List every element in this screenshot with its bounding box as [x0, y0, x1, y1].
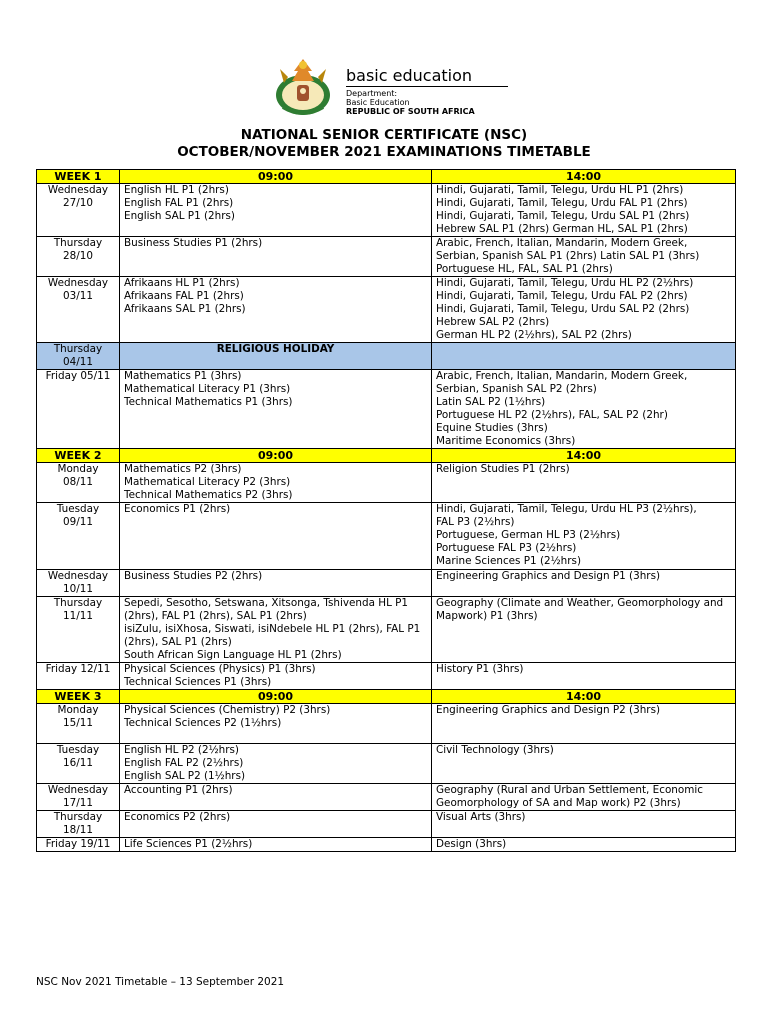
cell-line: Geomorphology of SA and Map work) P2 (3hrs) [436, 797, 681, 809]
exam-date [37, 597, 120, 663]
coat-of-arms-icon [268, 55, 338, 117]
cell-line: English FAL P2 (2½hrs) [124, 757, 244, 769]
week-header-row [37, 690, 736, 704]
cell-line: Afrikaans FAL P1 (2hrs) [124, 290, 244, 302]
exam-day-row [37, 463, 736, 503]
cell-line: Maritime Economics (3hrs) [436, 435, 576, 447]
cell-line: Mathematical Literacy P2 (3hrs) [124, 476, 291, 488]
cell-line: Civil Technology (3hrs) [436, 744, 554, 756]
date-line: 17/11 [63, 797, 93, 809]
morning-session [120, 597, 432, 663]
cell-line: Technical Mathematics P1 (3hrs) [124, 396, 293, 408]
exam-day-row [37, 277, 736, 343]
logo-country: REPUBLIC OF SOUTH AFRICA [346, 107, 475, 116]
date-line: 28/10 [63, 250, 93, 262]
session-morning-header: 09:00 [120, 449, 432, 463]
cell-line: Business Studies P1 (2hrs) [124, 237, 263, 249]
week-label: WEEK 2 [37, 449, 120, 463]
exam-day-row [37, 663, 736, 690]
logo-divider [346, 86, 508, 87]
logo-brand-text: basic education [346, 66, 473, 85]
exam-date [37, 370, 120, 449]
cell-line: Afrikaans SAL P1 (2hrs) [124, 303, 246, 315]
cell-line: Religion Studies P1 (2hrs) [436, 463, 570, 475]
cell-line: Engineering Graphics and Design P1 (3hrs) [436, 570, 661, 582]
cell-line: Engineering Graphics and Design P2 (3hrs) [436, 704, 661, 716]
date-line: 15/11 [63, 717, 93, 729]
cell-line: Arabic, French, Italian, Mandarin, Modern Greek, [436, 370, 688, 382]
cell-line: History P1 (3hrs) [436, 663, 524, 675]
date-line: Tuesday [56, 744, 100, 756]
date-line: Friday 19/11 [45, 838, 111, 850]
exam-day-row [37, 237, 736, 277]
morning-session [120, 277, 432, 343]
cell-line: Serbian, Spanish SAL P2 (2hrs) [436, 383, 597, 395]
afternoon-session [432, 277, 736, 343]
morning-session [120, 811, 432, 838]
afternoon-session [432, 838, 736, 852]
morning-session [120, 784, 432, 811]
morning-session [120, 184, 432, 237]
morning-session [120, 503, 432, 570]
cell-line: Arabic, French, Italian, Mandarin, Modern Greek, [436, 237, 688, 249]
cell-line: (2hrs), SAL P1 (2hrs) [124, 636, 232, 648]
cell-line: Equine Studies (3hrs) [436, 422, 548, 434]
cell-line: South African Sign Language HL P1 (2hrs) [124, 649, 342, 661]
morning-session [120, 570, 432, 597]
afternoon-session [432, 570, 736, 597]
department-logo [268, 55, 508, 120]
exam-day-row [37, 744, 736, 784]
cell-line: Technical Mathematics P2 (3hrs) [124, 489, 293, 501]
date-line: Friday 05/11 [45, 370, 111, 382]
date-line: Friday 12/11 [45, 663, 111, 675]
exam-date [37, 663, 120, 690]
week-label: WEEK 3 [37, 690, 120, 704]
page-footer: NSC Nov 2021 Timetable – 13 September 2021 [36, 976, 285, 988]
cell-line: Geography (Climate and Weather, Geomorphology and [436, 597, 724, 609]
exam-date [37, 838, 120, 852]
cell-line: Afrikaans HL P1 (2hrs) [124, 277, 240, 289]
cell-line: English SAL P1 (2hrs) [124, 210, 235, 222]
cell-line: Business Studies P2 (2hrs) [124, 570, 263, 582]
afternoon-session [432, 503, 736, 570]
cell-line: Physical Sciences (Physics) P1 (3hrs) [124, 663, 316, 675]
date-line: 18/11 [63, 824, 93, 836]
date-line: 03/11 [63, 290, 93, 302]
date-line: 10/11 [63, 583, 93, 595]
cell-line: Marine Sciences P1 (2½hrs) [436, 555, 582, 567]
date-line: Thursday [53, 343, 103, 355]
cell-line: English HL P2 (2½hrs) [124, 744, 239, 756]
cell-line: Hindi, Gujarati, Tamil, Telegu, Urdu HL P2 (2½hrs) [436, 277, 694, 289]
exam-date [37, 343, 120, 370]
exam-day-row [37, 184, 736, 237]
afternoon-session [432, 597, 736, 663]
exam-date [37, 503, 120, 570]
exam-day-row [37, 784, 736, 811]
exam-date [37, 744, 120, 784]
afternoon-session [432, 784, 736, 811]
cell-line: Life Sciences P1 (2½hrs) [124, 838, 253, 850]
afternoon-session [432, 237, 736, 277]
morning-session [120, 237, 432, 277]
morning-session [120, 704, 432, 744]
cell-line: Mapwork) P1 (3hrs) [436, 610, 538, 622]
exam-day-row [37, 370, 736, 449]
logo-department-name: Basic Education [346, 98, 410, 107]
cell-line: German HL P2 (2½hrs), SAL P2 (2hrs) [436, 329, 632, 341]
morning-session [120, 838, 432, 852]
session-morning-header: 09:00 [120, 170, 432, 184]
date-line: Tuesday [56, 503, 100, 515]
morning-session [120, 663, 432, 690]
date-line: Wednesday [47, 784, 109, 796]
logo-department-label: Department: [346, 89, 398, 98]
exam-date [37, 277, 120, 343]
date-line: Thursday [53, 237, 103, 249]
cell-line: Hindi, Gujarati, Tamil, Telegu, Urdu FAL P2 (2hrs) [436, 290, 688, 302]
cell-line: (2hrs), FAL P1 (2hrs), SAL P1 (2hrs) [124, 610, 307, 622]
afternoon-session [432, 463, 736, 503]
holiday-row [37, 343, 736, 370]
cell-line: Mathematical Literacy P1 (3hrs) [124, 383, 291, 395]
exam-day-row [37, 838, 736, 852]
date-line: Wednesday [47, 277, 109, 289]
exam-date [37, 811, 120, 838]
cell-line: Mathematics P2 (3hrs) [124, 463, 242, 475]
week-label: WEEK 1 [37, 170, 120, 184]
cell-line: English HL P1 (2hrs) [124, 184, 229, 196]
date-line: 09/11 [63, 516, 93, 528]
exam-date [37, 463, 120, 503]
date-line: Thursday [53, 597, 103, 609]
date-line: Monday [57, 463, 99, 475]
morning-session [120, 744, 432, 784]
session-afternoon-header: 14:00 [432, 449, 736, 463]
document-subtitle: OCTOBER/NOVEMBER 2021 EXAMINATIONS TIMETABLE [177, 144, 591, 160]
afternoon-session [432, 811, 736, 838]
exam-date [37, 704, 120, 744]
cell-line: isiZulu, isiXhosa, Siswati, isiNdebele HL P1 (2hrs), FAL P1 [124, 623, 421, 635]
exam-date [37, 784, 120, 811]
date-line: 11/11 [63, 610, 93, 622]
exam-day-row [37, 503, 736, 570]
date-line: 16/11 [63, 757, 93, 769]
session-afternoon-header: 14:00 [432, 690, 736, 704]
cell-line: Portuguese, German HL P3 (2½hrs) [436, 529, 621, 541]
cell-line: English FAL P1 (2hrs) [124, 197, 234, 209]
week-header-row [37, 170, 736, 184]
cell-line: Portuguese FAL P3 (2½hrs) [436, 542, 577, 554]
holiday-label: RELIGIOUS HOLIDAY [216, 343, 335, 355]
cell-line: English SAL P2 (1½hrs) [124, 770, 246, 782]
cell-line: Hebrew SAL P2 (2hrs) [436, 316, 550, 328]
date-line: Thursday [53, 811, 103, 823]
cell-line: Geography (Rural and Urban Settlement, Economic [436, 784, 703, 796]
date-line: Wednesday [47, 570, 109, 582]
cell-line: Portuguese HL, FAL, SAL P1 (2hrs) [436, 263, 613, 275]
cell-line: Latin SAL P2 (1½hrs) [436, 396, 546, 408]
cell-line: Technical Sciences P1 (3hrs) [124, 676, 272, 688]
cell-line: Portuguese HL P2 (2½hrs), FAL, SAL P2 (2hr) [436, 409, 668, 421]
exam-day-row [37, 597, 736, 663]
cell-line: Serbian, Spanish SAL P1 (2hrs) Latin SAL P1 (3hrs) [436, 250, 700, 262]
date-line: 08/11 [63, 476, 93, 488]
date-line: 04/11 [63, 356, 93, 368]
afternoon-session [432, 370, 736, 449]
week-header-row [37, 449, 736, 463]
cell-line: Hindi, Gujarati, Tamil, Telegu, Urdu SAL P2 (2hrs) [436, 303, 690, 315]
cell-line: Mathematics P1 (3hrs) [124, 370, 242, 382]
afternoon-session [432, 663, 736, 690]
cell-line: Physical Sciences (Chemistry) P2 (3hrs) [124, 704, 331, 716]
cell-line: Accounting P1 (2hrs) [124, 784, 233, 796]
cell-line: Visual Arts (3hrs) [436, 811, 526, 823]
exam-timetable [36, 169, 736, 852]
cell-line: Sepedi, Sesotho, Setswana, Xitsonga, Tshivenda HL P1 [124, 597, 409, 609]
afternoon-session [432, 184, 736, 237]
exam-day-row [37, 570, 736, 597]
date-line: Monday [57, 704, 99, 716]
cell-line: Hindi, Gujarati, Tamil, Telegu, Urdu HL P1 (2hrs) [436, 184, 684, 196]
cell-line: Technical Sciences P2 (1½hrs) [124, 717, 282, 729]
exam-date [37, 570, 120, 597]
morning-session [120, 343, 432, 370]
cell-line: Hindi, Gujarati, Tamil, Telegu, Urdu FAL P1 (2hrs) [436, 197, 688, 209]
exam-date [37, 237, 120, 277]
exam-date [37, 184, 120, 237]
session-morning-header: 09:00 [120, 690, 432, 704]
morning-session [120, 370, 432, 449]
cell-line: Hindi, Gujarati, Tamil, Telegu, Urdu SAL P1 (2hrs) [436, 210, 690, 222]
afternoon-session [432, 744, 736, 784]
afternoon-session [432, 704, 736, 744]
date-line: Wednesday [47, 184, 109, 196]
cell-line: Hebrew SAL P1 (2hrs) German HL, SAL P1 (2hrs) [436, 223, 688, 235]
document-title: NATIONAL SENIOR CERTIFICATE (NSC) [240, 127, 528, 143]
cell-line: FAL P3 (2½hrs) [436, 516, 515, 528]
exam-day-row [37, 811, 736, 838]
cell-line: Economics P1 (2hrs) [124, 503, 231, 515]
session-afternoon-header: 14:00 [432, 170, 736, 184]
morning-session [120, 463, 432, 503]
date-line: 27/10 [63, 197, 93, 209]
afternoon-session [432, 343, 736, 370]
cell-line: Design (3hrs) [436, 838, 507, 850]
cell-line: Economics P2 (2hrs) [124, 811, 231, 823]
exam-day-row [37, 704, 736, 744]
cell-line: Hindi, Gujarati, Tamil, Telegu, Urdu HL P3 (2½hrs), [436, 503, 697, 515]
